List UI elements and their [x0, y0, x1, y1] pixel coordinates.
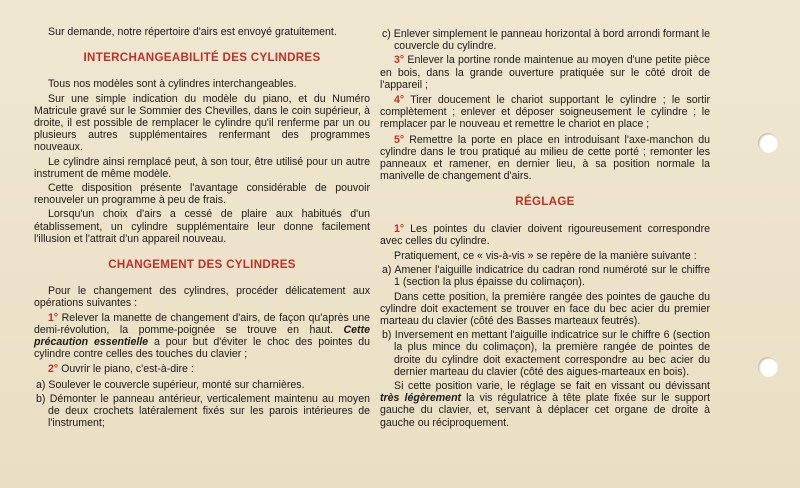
step-3 [380, 54, 710, 91]
binder-hole-top [758, 133, 778, 153]
step-text: Ouvrir le piano, c'est-à-dire : [61, 363, 194, 376]
step-text: Remettre la porte en place en introduisant l'axe-manchon du cylindre dans le trou pratiqué au milieu de cette porté ; remonter les panneaux et ramener, en dernier lieu, à sa position normale la manivelle de changement d'airs. [380, 133, 710, 183]
emphasis: très légèrement [380, 392, 462, 405]
step-5 [380, 134, 710, 183]
step-number: 1° [394, 222, 405, 235]
substep-b [34, 393, 370, 430]
step-number: 1° [48, 311, 59, 324]
paragraph-text: Si cette position varie, le réglage se fait en vissant ou dévissant [394, 380, 710, 393]
substep-label: c) [382, 28, 391, 40]
step-text: Relever la manette de changement d'airs, de façon qu'après une demi-révolution, la pomme-poignée se trouve en haut. [34, 311, 370, 336]
paragraph-text: la vis régulatrice à tête plate fixée sur le support gauche du clavier, et, servant à déplacer cet organe de droite à gauche ou réciproquement. [380, 392, 710, 429]
substep-text: Soulever le couvercle supérieur, monté sur charnières. [48, 378, 305, 391]
paragraph: Sur une simple indication du modèle du piano, et du Numéro Matricule gravé sur le Sommier des Chevilles, dans le coin supérieur, à droite, il est possible de remplacer le cylindre qu'il renferme par un ou plusieurs autres supplémentaires renfermant des programmes nouveaux. [34, 92, 370, 154]
paragraph: Pour le changement des cylindres, procéder délicatement aux opérations suivantes : [34, 285, 370, 310]
step-4 [380, 94, 710, 131]
paragraph: Tous nos modèles sont à cylindres interchangeables. [48, 78, 297, 91]
step-number: 4° [394, 94, 405, 107]
left-column [34, 26, 370, 431]
substep-text: Amener l'aiguille indicatrice du cadran rond numéroté sur le chiffre 1 (section la plus épaisse du colimaçon). [394, 264, 711, 289]
step-1 [34, 312, 370, 361]
paragraph: Le cylindre ainsi remplacé peut, à son tour, être utilisé pour un autre instrument de même modèle. [34, 155, 370, 180]
heading-changement: CHANGEMENT DES CYLINDRES [108, 258, 296, 272]
substep-label: a) [36, 378, 46, 391]
step-2 [34, 363, 370, 375]
substep-text: Enlever simplement le panneau horizontal à bord arrondi formant le couvercle du cylindre. [393, 28, 711, 53]
substep-a [34, 379, 370, 391]
substep-text: Inversement en mettant l'aiguille indicatrice sur le chiffre 6 (section la plus mince du colimaçon), la première rangée de pointes de droite du cylindre doit exactement correspondre au bec acier du dernier marteau du clavier (côté des aigues-marteaux en bois). [394, 329, 710, 378]
substep-text: Démonter le panneau antérieur, verticalement maintenu au moyen de deux crochets latéralement fixés sur les parois intérieures de l'instrument; [48, 392, 370, 430]
step-number: 3° [394, 54, 405, 67]
intro-paragraph: Sur demande, notre répertoire d'airs est envoyé gratuitement. [48, 26, 337, 38]
paragraph: Cette disposition présente l'avantage considérable de pouvoir renouveler un programme à peu de frais. [34, 182, 370, 207]
binder-hole-bottom [758, 357, 778, 377]
paragraph: Dans cette position, la première rangée des pointes de gauche du cylindre doit exactement se trouver en face du bec acier du premier marteau du clavier (côté des Basses marteaux feutrés). [380, 290, 710, 328]
step-text: Tirer doucement le chariot supportant le cylindre ; le sortir complètement ; enlever et déposer soigneusement le cylindre ; le remplacer par le nouveau et remettre le chariot en place ; [380, 94, 710, 131]
substep-label: a) [382, 264, 392, 277]
reglage-1 [380, 223, 710, 247]
step-text: Enlever la portine ronde maintenue au moyen d'une petite pièce en bois, dans la grande ouverture pratiquée sur le côté droit de l'appareil ; [380, 54, 710, 91]
step-text: a pour but d'éviter le choc des pointes du cylindre contre celles des touches du clavier ; [34, 336, 370, 361]
substep-label: b) [382, 329, 392, 342]
step-text: Les pointes du clavier doivent rigoureusement correspondre avec celles du cylindre. [380, 222, 710, 247]
step-number: 2° [48, 363, 59, 376]
reglage-b [380, 329, 710, 378]
paragraph: Lorsqu'un choix d'airs a cessé de plaire aux habitués d'un établissement, un cylindre supplémentaire leur donne facilement l'illusion et l'attrait d'un appareil nouveau. [34, 208, 370, 245]
substep-label: b) [36, 392, 46, 405]
right-column [380, 28, 710, 431]
step-number: 5° [394, 133, 405, 146]
paragraph: Pratiquement, ce « vis-à-vis » se repère de la manière suivante : [394, 250, 697, 263]
heading-interchangeabilite: INTERCHANGEABILITÉ DES CYLINDRES [83, 51, 321, 65]
substep-c [380, 28, 710, 52]
paragraph-final [380, 380, 710, 429]
heading-reglage: RÉGLAGE [515, 195, 575, 209]
reglage-a [380, 264, 710, 288]
emphasis: Cette précaution essentielle [34, 323, 370, 349]
